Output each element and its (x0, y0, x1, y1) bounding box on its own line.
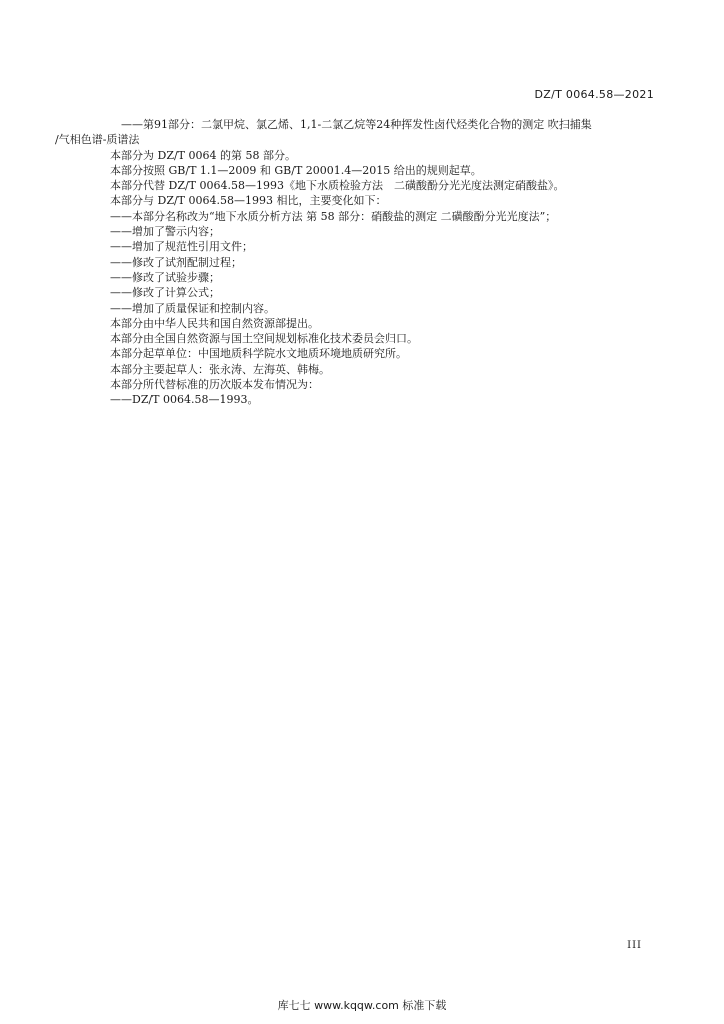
footer-watermark-text: 库七七 www.kqqw.com 标准下载 (277, 999, 447, 1012)
para-drafting-unit: 本部分起草单位：中国地质科学院水文地质环境地质研究所。 (110, 347, 407, 361)
change-item: ——修改了试验步骤； (110, 270, 220, 284)
part91-line1: ——第91部分：二氯甲烷、氯乙烯、1,1-二氯乙烷等24种挥发性卤代烃类化合物的测定 吹扫捕集 (121, 118, 592, 131)
part91-entry (55, 117, 666, 148)
para-drafting-rules: 本部分按照 GB/T 1.1—2009 和 GB/T 20001.4—2015 给出的规则起草。 (110, 163, 482, 177)
para-administered-by: 本部分由全国自然资源与国土空间规划标准化技术委员会归口。 (110, 332, 418, 346)
part91-line2: /气相色谱-质谱法 (55, 133, 140, 147)
change-item: ——增加了警示内容； (110, 225, 220, 239)
para-part-of: 本部分为 DZ/T 0064 的第 58 部分。 (110, 148, 296, 162)
standard-code-header: DZ/T 0064.58—2021 (534, 88, 654, 101)
change-item: ——本部分名称改为“地下水质分析方法 第 58 部分：硝酸盐的测定 二磺酸酚分光光度法”； (110, 209, 557, 223)
para-drafters: 本部分主要起草人：张永涛、左海英、韩梅。 (110, 362, 330, 376)
foreword-body (55, 117, 666, 408)
para-changes-intro: 本部分与 DZ/T 0064.58—1993 相比，主要变化如下： (110, 194, 387, 208)
change-item: ——增加了规范性引用文件； (110, 240, 253, 254)
change-item: ——修改了试剂配制过程； (110, 255, 242, 269)
page-number: III (627, 940, 642, 951)
para-history-intro: 本部分所代替标准的历次版本发布情况为： (110, 378, 319, 392)
para-proposed-by: 本部分由中华人民共和国自然资源部提出。 (110, 316, 319, 330)
change-item: ——修改了计算公式； (110, 286, 220, 300)
para-replaces: 本部分代替 DZ/T 0064.58—1993《地下水质检验方法 二磺酸酚分光光度法测定硝酸盐》。 (110, 179, 565, 193)
history-item: ——DZ/T 0064.58—1993。 (110, 393, 259, 407)
change-item: ——增加了质量保证和控制内容。 (110, 301, 275, 315)
